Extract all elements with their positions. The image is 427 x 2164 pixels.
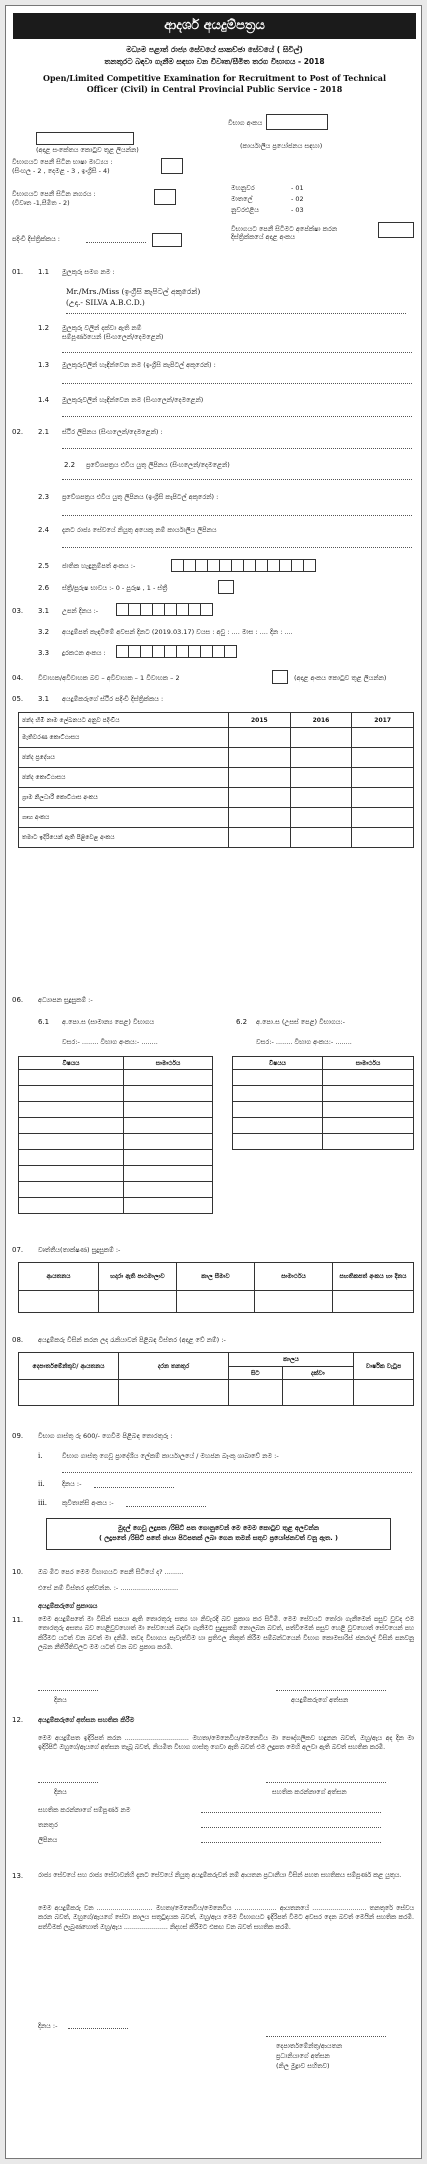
al-cell[interactable] bbox=[323, 1134, 414, 1150]
electoral-head-0: ඡන්ද හිමි නාම ලේඛනයට අනුව පදිංචිය bbox=[19, 713, 229, 728]
application-form-page bbox=[5, 5, 422, 2159]
attestation-sign-label: සහතික කරන්නාගේ අත්සන bbox=[272, 1788, 347, 1796]
city-3: නුවරඑළිය bbox=[231, 206, 259, 214]
fee-title: විභාග ගාස්තු රු 600/- ගෙවීම පිළිබඳ තොරතුරු : bbox=[38, 1432, 173, 1440]
declaration-body: මෙම අයදුම්පතේ මා විසින් සපයා ඇති තොරතුරු සත්‍ය හා නිවැරදි බව ප්‍රකාශ කර සිටිමි. මෙම සේවයට තෝරා ගැනීමෙන් පසුව වුවද එම තොරතුරු අසත්‍ය බව හෙළිවුවහොත් මා සේවයෙන් බඳවා ගැනීමට සුදුසුකම් නොලබන බවත්, පත්වීමෙන් පසුව හෙළි වුවහොත් සේවයෙන් පහ කිරීමට යටත් වන බවත් මා දනිමි. තවද විභාගය පැවැත්වීම හා ප්‍රතිඵල නිකුත් කිරීම සම්බන්ධයෙන් විභාග කොමසාරිස් ජනරාල් විසින් පනවනු ලබන නීතිරීතිවලට මම යටත් වන බව ප්‍රකාශ කරමි. bbox=[38, 1616, 414, 1652]
permanent-address-line[interactable] bbox=[62, 448, 412, 449]
ol-cell[interactable] bbox=[19, 1086, 124, 1102]
permanent-address-label: ස්ථිර ලිපිනය (සිංහලෙන්/දෙමළෙන්) : bbox=[62, 428, 163, 436]
cell[interactable] bbox=[229, 828, 291, 848]
fee-bank-label: විභාග ගාස්තු ගෙවූ ප්‍රාදේශීය ලේකම් කාර්යාලයේ / මහජන බැංකු ශාඛාවේ නම :- bbox=[62, 1452, 279, 1460]
previous-attempt-q: ඔබ මීට පෙර මෙම විභාගයට පෙනී සිටියේ ද? ......... bbox=[38, 1568, 184, 1576]
office-use-right: (කාර්යාලීය ප්‍රයෝජනය සඳහා) bbox=[240, 142, 323, 150]
marital-label: විවාහක/අවිවාහක බව – අවිවාහක – 1 විවාහක – 2 bbox=[38, 674, 180, 682]
emp-cell[interactable] bbox=[229, 1380, 283, 1406]
emp-cell[interactable] bbox=[19, 1380, 119, 1406]
emp-head-3: වාර්ෂික වැටුප bbox=[354, 1353, 414, 1380]
prof-head-3: සාමාර්ථය bbox=[255, 1263, 333, 1291]
sec12-num: 12. bbox=[12, 1716, 24, 1724]
form-title: ආදර්ශ අයදුම්පත්‍රය bbox=[13, 13, 416, 39]
electoral-head-2015: 2015 bbox=[229, 713, 291, 728]
sec02-5-num: 2.5 bbox=[38, 562, 50, 570]
al-label: අ.පො.ස (උසස් පෙළ) විභාගය:- bbox=[256, 1018, 345, 1026]
prof-head-2: කාල සීමාව bbox=[177, 1263, 255, 1291]
ol-col-grade: සාමාර්ථය bbox=[124, 1057, 213, 1070]
emp-sub-to: දක්වා bbox=[282, 1367, 353, 1380]
sec04-num: 04. bbox=[12, 674, 24, 682]
receipt-note-2: ( ලදුපතේ /රිසිට් පතේ ඡායා පිටපතක් ලබා ගෙන තමන් සතුව ප්‍රයෝජනවත් වනු ඇත. ) bbox=[98, 1534, 338, 1542]
emp-sub-from: සිට bbox=[229, 1367, 283, 1380]
sec02-num: 02. bbox=[12, 428, 24, 436]
cell[interactable] bbox=[290, 808, 352, 828]
prof-cell[interactable] bbox=[19, 1291, 99, 1313]
fee-receipt-label: කුවිතාන්සි අංකය :- bbox=[62, 1499, 114, 1507]
electoral-row-5: තමාට ඉදිරියෙන් ඇති පිළිවෙළ අංකය bbox=[19, 828, 229, 848]
name-en-label: මුලකුරුවලින් හැඳින්වෙන නම (ඉංග්‍රීසි කැපිටල් අකුරෙන්) : bbox=[62, 361, 216, 369]
ol-cell[interactable] bbox=[19, 1166, 124, 1182]
cell[interactable] bbox=[229, 748, 291, 768]
admission-address-en-line[interactable] bbox=[62, 515, 412, 516]
cell[interactable] bbox=[229, 808, 291, 828]
office-address-line[interactable] bbox=[62, 547, 412, 548]
employment-table bbox=[18, 1352, 414, 1406]
electoral-head-2017: 2017 bbox=[352, 713, 414, 728]
al-col-subject: විෂයය bbox=[233, 1057, 323, 1070]
employer-cert-lead: රාජ්‍ය සේවයේ සහ රාජ්‍ය සේවාවන්හි දැනට සේවයේ නියුතු අයදුම්කරුවන් නම් ආයතන ප්‍රධානීයා විසින් පහත සහතිකය සම්පූර්ණ කළ යුතුය. bbox=[38, 1872, 402, 1879]
emp-head-2: කාලය bbox=[229, 1353, 354, 1367]
ol-cell[interactable] bbox=[124, 1118, 213, 1134]
sec03-num: 03. bbox=[12, 607, 24, 615]
medium-codes: (සිංහල - 2 , දෙමළ - 3 , ඉංග්‍රීසි - 4) bbox=[12, 167, 110, 175]
declaration-date-line[interactable] bbox=[38, 1690, 98, 1691]
al-cell[interactable] bbox=[233, 1086, 323, 1102]
sec03-2-num: 3.2 bbox=[38, 628, 50, 636]
nic-label: ජාතික හැඳුනුම්පත් අංකය :- bbox=[62, 562, 136, 570]
certifier-title-line[interactable] bbox=[201, 1827, 381, 1828]
ol-cell[interactable] bbox=[124, 1166, 213, 1182]
sec03-1-num: 3.1 bbox=[38, 607, 50, 615]
city-1: මහනුවර bbox=[231, 184, 255, 192]
sec08-num: 08. bbox=[12, 1336, 24, 1344]
declaration-sign-label: අයදුම්කරුගේ අත්සන bbox=[291, 1696, 349, 1704]
professional-table bbox=[18, 1262, 414, 1313]
ol-cell[interactable] bbox=[124, 1070, 213, 1086]
ol-cell[interactable] bbox=[19, 1150, 124, 1166]
emp-cell[interactable] bbox=[354, 1380, 414, 1406]
certifier-address-label: ලිපිනය bbox=[38, 1836, 58, 1844]
cell[interactable] bbox=[352, 808, 414, 828]
city-3-code: - 03 bbox=[291, 206, 304, 214]
cell[interactable] bbox=[290, 768, 352, 788]
permanent-district-label: අයදුම්කරුගේ ස්ථිර පදිංචි දිස්ත්‍රික්කය : bbox=[62, 695, 164, 703]
ol-cell[interactable] bbox=[124, 1086, 213, 1102]
ol-cell[interactable] bbox=[19, 1102, 124, 1118]
fee-i-num: i. bbox=[38, 1452, 43, 1460]
employer-sign-3: (නිල මුද්‍රාව සහිතව) bbox=[276, 2062, 330, 2070]
sec02-1-num: 2.1 bbox=[38, 428, 50, 436]
attestation-body: මෙම අයදුම්පත ඉදිරිපත් කරන ................................ මහතා/මෙනෙවිය/මෙනෙවිය මා පෞද්ගලිකව හඳුනන බවත්, ඔහු/ඇය අද දින මා ඉදිරිපිට් ඔහුගේ/ඇයගේ අත්සන තැබූ බවත්, නියමිත විභාග ගාස්තු ගෙවා ඇති බවත් එම ලදුපත මෙහි අලවා ඇති බවත් සහතික කරමි. bbox=[38, 1735, 414, 1752]
sec09-num: 09. bbox=[12, 1432, 24, 1440]
certifier-title-label: තනතුර bbox=[38, 1821, 58, 1829]
fee-date-label: දිනය :- bbox=[62, 1480, 82, 1488]
name-initials-label: මුලකුරු සමග නම : bbox=[62, 268, 115, 276]
name-en-line[interactable] bbox=[62, 383, 412, 384]
employer-sign-1: දෙපාර්තමේන්තු/ආයතන bbox=[276, 2042, 343, 2050]
sec10-num: 10. bbox=[12, 1568, 24, 1576]
electoral-row-1: ඡන්ද ප්‍රදේශය bbox=[19, 748, 229, 768]
cell[interactable] bbox=[290, 788, 352, 808]
prof-cell[interactable] bbox=[255, 1291, 333, 1313]
receipt-paste-box[interactable] bbox=[46, 1518, 391, 1550]
ol-cell[interactable] bbox=[124, 1134, 213, 1150]
sec02-4-num: 2.4 bbox=[38, 526, 50, 534]
residence-district-line[interactable] bbox=[86, 242, 146, 243]
sec02-6-num: 2.6 bbox=[38, 584, 50, 592]
name-initials-line[interactable] bbox=[66, 313, 406, 314]
medium-box[interactable] bbox=[161, 158, 183, 174]
name-si-label: මුලකුරුවලින් හැඳින්වෙන නම (සිංහලෙන්/දෙමළෙන්) bbox=[62, 396, 204, 404]
exam-index-box[interactable] bbox=[266, 114, 328, 130]
city-2: මාතලේ bbox=[231, 195, 253, 203]
al-cell[interactable] bbox=[323, 1070, 414, 1086]
cell[interactable] bbox=[229, 728, 291, 748]
centre-label: විභාගයට පෙනී සිටින නගරය : bbox=[12, 190, 96, 198]
header-line-2: තනතුරට බඳවා ගැනීම සඳහා වන විවෘත/සීමිත තරග විභාගය - 2018 bbox=[104, 57, 325, 66]
prof-head-0: ආයතනය bbox=[19, 1263, 99, 1291]
sec05-1-num: 3.1 bbox=[38, 695, 50, 703]
sec07-num: 07. bbox=[12, 1246, 24, 1254]
cell[interactable] bbox=[290, 828, 352, 848]
marital-box[interactable] bbox=[272, 670, 288, 684]
emp-cell[interactable] bbox=[282, 1380, 353, 1406]
ol-cell[interactable] bbox=[124, 1198, 213, 1214]
electoral-row-2: ඡන්ද කොට්ඨාසය bbox=[19, 768, 229, 788]
fee-ii-num: ii. bbox=[38, 1480, 45, 1488]
prof-cell[interactable] bbox=[333, 1291, 414, 1313]
declaration-heading: අයදුම්කරුගේ ප්‍රකාශය bbox=[38, 1602, 98, 1610]
cell[interactable] bbox=[352, 828, 414, 848]
office-use-note: (අදාළ සංකේතය කොටුව තුළ ලියන්න) bbox=[36, 146, 139, 154]
office-address-label: දැනට රාජ්‍ය සේවයේ නියුතු අයෙකු නම් කාර්යාලීය ලිපිනය bbox=[62, 526, 217, 534]
sec01-4-num: 1.4 bbox=[38, 396, 50, 404]
employer-date-line[interactable] bbox=[68, 2028, 128, 2029]
sec06-1-num: 6.1 bbox=[38, 1018, 50, 1026]
attestation-date-label: දිනය bbox=[54, 1788, 67, 1796]
cell[interactable] bbox=[352, 768, 414, 788]
prof-cell[interactable] bbox=[177, 1291, 255, 1313]
attestation-heading: අයදුම්කරුගේ අත්සන සහතික කිරීම bbox=[38, 1716, 135, 1724]
residence-district-box[interactable] bbox=[152, 233, 182, 247]
sec05-num: 05. bbox=[12, 695, 24, 703]
ol-col-subject: විෂයය bbox=[19, 1057, 124, 1070]
ol-cell[interactable] bbox=[124, 1102, 213, 1118]
city-2-code: - 02 bbox=[291, 195, 304, 203]
al-col-grade: සාමාර්ථය bbox=[323, 1057, 414, 1070]
education-title: අධ්‍යාපන සුදුසුකම් :- bbox=[38, 996, 93, 1004]
sec02-3-num: 2.3 bbox=[38, 493, 50, 501]
ol-cell[interactable] bbox=[19, 1182, 124, 1198]
sec13-num: 13. bbox=[12, 1872, 24, 1880]
certifier-address-line[interactable] bbox=[201, 1842, 381, 1843]
employer-sign-2: ප්‍රධානියාගේ අත්සන bbox=[276, 2052, 330, 2060]
prof-cell[interactable] bbox=[99, 1291, 177, 1313]
ol-cell[interactable] bbox=[19, 1118, 124, 1134]
prof-head-4: සහතිකපත් අංකය හා දිනය bbox=[333, 1263, 414, 1291]
ol-cell[interactable] bbox=[124, 1150, 213, 1166]
cell[interactable] bbox=[229, 768, 291, 788]
electoral-row-4: ගෘහ අංකය bbox=[19, 808, 229, 828]
medium-label: විභාගයට පෙනී සිටින භාෂා මාධ්‍යය : bbox=[12, 158, 113, 166]
sec01-num: 01. bbox=[12, 268, 24, 276]
phone-boxes[interactable] bbox=[116, 645, 236, 658]
sec01-2-num: 1.2 bbox=[38, 324, 50, 332]
cell[interactable] bbox=[352, 788, 414, 808]
declaration-date-label: දිනය bbox=[54, 1696, 67, 1704]
cell[interactable] bbox=[290, 748, 352, 768]
sec03-3-num: 3.3 bbox=[38, 649, 50, 657]
phone-label: දුරකථන අංකය : bbox=[62, 649, 106, 657]
exam-index-label: විභාග අංකය bbox=[228, 119, 263, 127]
declaration-sign-line[interactable] bbox=[276, 1690, 386, 1691]
attestation-sign-line[interactable] bbox=[266, 1782, 386, 1783]
receipt-note: මුදල් ගෙවූ ලදුපත /රිසිට් පත ගොනුවෙන් මෙ මෙම කොටුව තුළ අලවන්න bbox=[117, 1524, 320, 1532]
electoral-row-0: මැතිවරණ කොට්ඨාසය bbox=[19, 728, 229, 748]
residence-district-label: පදිංචි දිස්ත්‍රික්කය : bbox=[12, 235, 61, 243]
sec06-2-num: 6.2 bbox=[236, 1018, 248, 1026]
al-cell[interactable] bbox=[233, 1102, 323, 1118]
fee-bank-line[interactable] bbox=[62, 1472, 412, 1473]
al-cell[interactable] bbox=[233, 1070, 323, 1086]
previous-attempt-detail: එසේ නම් විස්තර දක්වන්න. :- ............................ bbox=[38, 1584, 179, 1592]
nic-boxes[interactable] bbox=[171, 559, 315, 572]
header-line-1: මධ්‍යම පළාත් රාජ්‍ය සේවයේ සාකච්ඡා සේවයේ ( සිවිල්) bbox=[126, 45, 303, 54]
emp-head-0: දෙපාර්තමේන්තුව/ ආයතනය bbox=[19, 1353, 119, 1380]
cell[interactable] bbox=[229, 788, 291, 808]
office-use-box bbox=[36, 132, 134, 145]
cell[interactable] bbox=[352, 748, 414, 768]
full-name-label-2: සම්පූර්ණයෙන් (සිංහලෙන්/දෙමළෙන්) bbox=[62, 333, 164, 341]
attestation-date-line[interactable] bbox=[38, 1782, 98, 1783]
fee-receipt-line[interactable] bbox=[126, 1506, 206, 1507]
employer-date-label: දිනය :- bbox=[38, 2022, 58, 2030]
ol-label: අ.පො.ස (සාමාන්‍ය පෙළ) විභාගය bbox=[62, 1018, 155, 1026]
sec02-2-num: 2.2 bbox=[64, 461, 76, 469]
ol-cell[interactable] bbox=[19, 1070, 124, 1086]
fee-iii-num: iii. bbox=[38, 1499, 47, 1507]
prof-head-1: හදාරා ඇති පාඨමාලාව bbox=[99, 1263, 177, 1291]
al-year: වසර:- ........ විභාග අංකය:- ........ bbox=[256, 1038, 352, 1046]
ol-cell[interactable] bbox=[19, 1198, 124, 1214]
emp-head-1: දරන තනතුර bbox=[119, 1353, 229, 1380]
al-cell[interactable] bbox=[323, 1118, 414, 1134]
city-1-code: - 01 bbox=[291, 184, 304, 192]
professional-title: වෘත්තීය(තාක්ෂණ) සුදුසුකම් :- bbox=[38, 1246, 121, 1254]
al-cell[interactable] bbox=[233, 1134, 323, 1150]
ol-table bbox=[18, 1056, 213, 1214]
employer-cert-body: මෙම අයදුම්කරු වන ............................ මහතා/මෙනෙවිය/මෙනෙවිය ..................... ආයතනයේ ........................... තනතුරේ සේවය කරන බවත්, ඔහුගේ/ඇයගේ සේවා කාලය සතුටුදායක බවත්, ඔහු/ඇය මෙම විභාගයට ඉදිරිපත් වීමට අවසර දෙන බවත් මෙයින් සහතික කරමි. පත්වීමක් ලැබුණහොත් ඔහු/ඇය ...................... නිදහස් කිරීමට එකඟ වන බවත් සහතික කරමි. bbox=[38, 1905, 414, 1931]
electoral-row-3: ග්‍රාම නිලධාරී කොට්ඨාස අංකය bbox=[19, 788, 229, 808]
al-cell[interactable] bbox=[323, 1086, 414, 1102]
admission-address-si-label: ප්‍රවේශපත්‍රය එවිය යුතු ලිපිනය (සිංහලෙන්/දෙමළෙන්) bbox=[86, 461, 230, 469]
exam-district-box[interactable] bbox=[378, 222, 414, 238]
sec11-num: 11. bbox=[12, 1616, 24, 1624]
al-cell[interactable] bbox=[323, 1102, 414, 1118]
ol-year: වසර:- ........ විභාග අංකය:- ........ bbox=[62, 1038, 158, 1046]
cell[interactable] bbox=[290, 728, 352, 748]
name-initials-example-2: (උදා.- SILVA A.B.C.D.) bbox=[66, 298, 145, 307]
full-name-line[interactable] bbox=[62, 352, 412, 353]
fee-date-line[interactable] bbox=[94, 1487, 174, 1488]
electoral-head-2016: 2016 bbox=[290, 713, 352, 728]
ol-cell[interactable] bbox=[124, 1182, 213, 1198]
exam-district-label: විභාගයට පෙනී සිටිමට අපේක්ෂා කරන දිස්ත්‍රික්කයේ අදාළ අංකය bbox=[231, 225, 338, 241]
marital-hint: (අදාළ අංකය කොටුව තුළ ලියන්න) bbox=[294, 674, 387, 682]
al-table bbox=[232, 1056, 414, 1150]
name-initials-example: Mr./Mrs./Miss (ඉංග්‍රීසි කැපිටල් අකුරෙන්) bbox=[66, 287, 201, 296]
dob-label: උපන් දිනය :- bbox=[62, 607, 99, 615]
al-cell[interactable] bbox=[233, 1118, 323, 1134]
admission-address-en-label: ප්‍රවේශපත්‍රය එවිය යුතු ලිපිනය (ඉංග්‍රීසි කැපිටල් අකුරෙන්) : bbox=[62, 493, 219, 501]
employer-sign-line[interactable] bbox=[266, 2036, 386, 2037]
electoral-table bbox=[18, 712, 414, 848]
age-label: අයදුම්පත් කැඳවීමේ අවසන් දිනට (2019.03.17) වයස : අවු : .... මාස : .... දින : .... bbox=[62, 628, 293, 636]
sec01-3-num: 1.3 bbox=[38, 361, 50, 369]
header-english: Open/Limited Competitive Examination for Recruitment to Post of Technical Officer (Civil) in Central Provincial Public Service – 2018 bbox=[42, 73, 387, 94]
certifier-name-label: සහතික කරන්නාගේ සම්පූර්ණ නම bbox=[38, 1806, 131, 1814]
sec06-num: 06. bbox=[12, 996, 24, 1004]
certifier-name-line[interactable] bbox=[201, 1812, 381, 1813]
ol-cell[interactable] bbox=[19, 1134, 124, 1150]
gender-box[interactable] bbox=[218, 580, 234, 594]
cell[interactable] bbox=[352, 728, 414, 748]
centre-box[interactable] bbox=[154, 189, 176, 205]
emp-cell[interactable] bbox=[119, 1380, 229, 1406]
full-name-label: මුලකුරු වලින් දක්වා ඇති නම් bbox=[62, 324, 142, 332]
sec01-1-num: 1.1 bbox=[38, 268, 50, 276]
dob-boxes[interactable] bbox=[116, 603, 212, 616]
gender-label: ස්ත්‍රී/පුරුෂ භාවය :- 0 - පුරුෂ , 1 - ස්ත්‍රී bbox=[62, 584, 168, 592]
centre-codes: (විවෘත -1,සීමිත - 2) bbox=[12, 199, 70, 207]
employment-title: අයදුම්කරු විසින් කරන ලද රැකියාවන් පිළිබඳ විස්තර (අදාළ වේ නම්) :- bbox=[38, 1336, 226, 1344]
admission-address-si-line[interactable] bbox=[62, 479, 412, 480]
name-si-line[interactable] bbox=[62, 416, 412, 417]
